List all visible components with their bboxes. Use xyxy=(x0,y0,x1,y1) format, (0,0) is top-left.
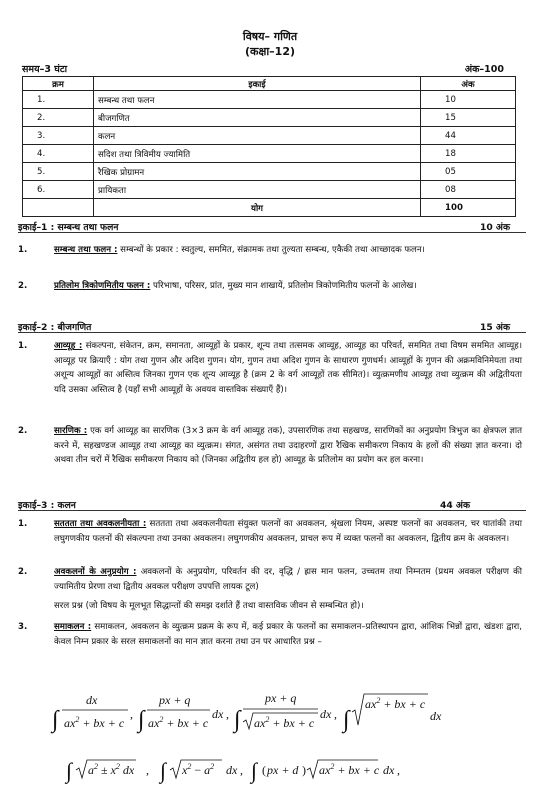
cell-marks: 08 xyxy=(421,181,516,199)
table-row xyxy=(23,109,516,127)
col-header-serial: क्रम xyxy=(23,77,94,91)
item-label: सम्बन्ध तथा फलन : xyxy=(54,245,118,255)
cell-unit: प्रायिकता xyxy=(94,181,421,199)
svg-text:px + q: px + q xyxy=(265,691,297,705)
unit1-title: इकाई–1 : सम्बन्ध तथा फलन xyxy=(18,222,119,233)
item-label: समाकलन : xyxy=(54,622,92,632)
table-row xyxy=(23,91,516,109)
cell-unit: कलन xyxy=(94,127,421,145)
item-number: 2. xyxy=(18,426,28,436)
svg-text:,: , xyxy=(130,707,133,721)
svg-text:): ) xyxy=(302,763,306,777)
svg-text:px + d: px + d xyxy=(267,763,299,777)
unit1-divider xyxy=(18,232,526,233)
item-label: सततता तथा अवकलनीयता : xyxy=(54,519,147,529)
table-row xyxy=(23,145,516,163)
svg-text:,: , xyxy=(334,707,337,721)
item-number: 2. xyxy=(18,281,28,291)
cell-marks: 05 xyxy=(421,163,516,181)
cell-serial: 5. xyxy=(23,163,94,181)
unit3-item-2 xyxy=(18,565,522,594)
svg-text:,: , xyxy=(240,763,243,777)
table-header-row xyxy=(23,77,516,91)
formula-7 xyxy=(249,758,400,784)
total-marks-label: अंक–100 xyxy=(464,64,504,75)
item-text: अवकलनों के अनुप्रयोग, परिवर्तन की दर, वृद्धि / ह्रास मान फलन, उच्चतम तथा निम्नतम (प्रथम अवकल परीक्षण की ज्यामितीय प्रेरणा तथा द्वितीय अवकल परीक्षण उपपत्ति लायक टूल) xyxy=(54,567,522,592)
formula-6 xyxy=(158,758,243,784)
svg-text:∫: ∫ xyxy=(251,758,258,783)
cell-marks: 15 xyxy=(421,109,516,127)
item-number: 3. xyxy=(18,622,28,632)
svg-text:∫: ∫ xyxy=(234,707,241,733)
svg-text:dx: dx xyxy=(212,707,224,721)
unit3-title: इकाई–3 : कलन xyxy=(18,500,76,511)
item-text: परिभाषा, परिसर, प्रांत, मुख्य मान शाखायें, प्रतिलोम त्रिकोणमितीय फलनों के आलेख। xyxy=(150,281,417,291)
unit2-item-2 xyxy=(18,424,522,468)
item-number: 2. xyxy=(18,567,28,577)
unit2-item-1 xyxy=(18,339,522,397)
svg-text:dx: dx xyxy=(430,709,442,723)
unit2-marks: 15 अंक xyxy=(479,322,510,333)
item-label: अवकलनों के अनुप्रयोग : xyxy=(54,567,137,577)
unit1-item-1 xyxy=(18,243,522,258)
svg-text:∫: ∫ xyxy=(138,707,145,733)
table-total-row xyxy=(23,199,516,217)
item-label: प्रतिलोम त्रिकोणमितीय फलन : xyxy=(54,281,151,291)
unit3-item-1 xyxy=(18,517,522,546)
unit3-divider xyxy=(18,510,526,511)
item-text: संकल्पना, संकेतन, क्रम, समानता, आव्यूहों के प्रकार, शून्य तथा तत्समक आव्यूह, आव्यूह का परिवर्त, सममित तथा विषम सममित आव्यूह। आव्यूह पर क्रियाएँ : योग तथा गुणन और अदिश गुणन। योग, गुणन तथा अदिश गुणन के साधारण गुणधर्म। आव्यूहों के गुणन की अक्रमविनिमेयता तथा अशून्य आव्यूहों का अस्तित्व जिनका गुणन एक शून्य आव्यूह है (क्रम 2 के वर्ग आव्यूहों तक सीमित)। व्युत्क्रमणीय आव्यूह तथा व्युत्क्रम की अद्वितीयता यदि उसका अस्तित्व है (यहाँ सभी आव्यूहों के अवयव वास्तविक संख्याएँ हैं)। xyxy=(54,341,522,395)
cell-serial: 3. xyxy=(23,127,94,145)
subject-title: विषय– गणित xyxy=(242,30,298,43)
formula-3 xyxy=(232,691,337,734)
svg-text:px + q: px + q xyxy=(159,693,191,707)
svg-text:∫: ∫ xyxy=(160,758,167,783)
svg-text:ax2 + bx + c: $ax^2$ + bx + c xyxy=(148,715,209,730)
unit2-divider xyxy=(18,332,526,333)
item-text: एक वर्ग आव्यूह का सारणिक (3×3 क्रम के वर्ग आव्यूह तक), उपसारणिक तथा सहखण्ड, सारणिकों का अनुप्रयोग त्रिभुज का क्षेत्रफल ज्ञात करने में, सहखण्डज आव्यूह तथा आव्यूह का व्युत्क्रम। संगत, असंगत तथा उदाहरणों द्वारा रैखिक समीकरण निकाय के हलों की संख्या ज्ञात करना। दो अथवा तीन चरों में रैखिक समीकरण निकाय को (जिनका अद्वितीय हल हो) आव्यूह के प्रतिलोम का प्रयोग कर हल करना। xyxy=(54,426,522,466)
svg-text:ax2 + bx + c: $ax^2$ + bx + c xyxy=(365,696,426,711)
cell-serial: 6. xyxy=(23,181,94,199)
col-header-marks: अंक xyxy=(421,77,516,91)
time-label: समय–3 घंटा xyxy=(22,64,68,75)
table-row xyxy=(23,181,516,199)
item-text: सरल प्रश्न (जो विषय के मूलभूत सिद्धान्तों की समझ दर्शाते हैं तथा वास्तविक जीवन से सम्बन्धित हो)। xyxy=(54,601,364,611)
svg-text:dx: dx xyxy=(320,707,332,721)
item-label: सारणिक : xyxy=(54,426,88,436)
formula-4 xyxy=(341,694,442,734)
unit3-marks: 44 अंक xyxy=(439,500,470,511)
cell-unit: बीजगणित xyxy=(94,109,421,127)
svg-text:,: , xyxy=(397,763,400,777)
item-text: समाकलन, अवकलन के व्युत्क्रम प्रक्रम के रूप में, कई प्रकार के फलनों का समाकलन–प्रतिस्थापन द्वारा, आंशिक भिन्नों द्वारा, खंडशः द्वारा, केवल निम्न प्रकार के सरल समाकलनों का मान ज्ञात करना तथा उन पर आधारित प्रश्न – xyxy=(54,622,522,647)
cell-serial: 2. xyxy=(23,109,94,127)
item-number: 1. xyxy=(18,245,28,255)
formula-2 xyxy=(136,693,229,734)
svg-text:∫: ∫ xyxy=(52,707,59,733)
cell-serial: 4. xyxy=(23,145,94,163)
item-text: सततता तथा अवकलनीयता संयुक्त फलनों का अवकलन, श्रृंखला नियम, अस्पष्ट फलनों का अवकलन, चर घातांकी तथा लघुगणकीय फलनों की संकल्पना तथा उनका अवकलन। लघुगणकीय अवकलन, प्राचल रूप में व्यक्त फलनों का अवकलन, द्वितीय क्रम के अवकलन। xyxy=(54,519,522,544)
item-number: 1. xyxy=(18,519,28,529)
unit1-item-2 xyxy=(18,279,522,294)
svg-text:ax2 + bx + c: $ax^2$ + bx + c xyxy=(254,715,315,730)
svg-text:∫: ∫ xyxy=(66,758,73,783)
cell-unit: रैखिक प्रोग्रामन xyxy=(94,163,421,181)
svg-text:a2 ± x2 dx: $a^2 \pm x^2$ dx xyxy=(88,762,135,777)
svg-text:,: , xyxy=(146,763,149,777)
item-number: 1. xyxy=(18,341,28,351)
formula-5 xyxy=(64,758,149,784)
item-text: सम्बन्धों के प्रकार : स्वतुल्य, सममित, संक्रामक तथा तुल्यता सम्बन्ध, एकैकी तथा आच्छादक फलन। xyxy=(117,245,425,255)
svg-text:,: , xyxy=(226,707,229,721)
table-row xyxy=(23,127,516,145)
unit3-item-2-note xyxy=(18,599,522,614)
item-label: आव्यूह : xyxy=(54,341,83,351)
marks-distribution-table xyxy=(22,76,516,217)
class-title: (कक्षा–12) xyxy=(244,45,296,58)
svg-text:x2 − a2: $x^2 - a^2$ xyxy=(182,762,215,777)
svg-text:dx: dx xyxy=(226,763,238,777)
unit2-title: इकाई–2 : बीजगणित xyxy=(18,322,92,333)
total-label: योग xyxy=(94,199,421,217)
cell-serial: 1. xyxy=(23,91,94,109)
unit3-item-3 xyxy=(18,620,522,649)
svg-text:(: ( xyxy=(262,763,266,777)
formula-1 xyxy=(50,693,133,734)
cell-unit: सम्बन्ध तथा फलन xyxy=(94,91,421,109)
svg-text:dx: dx xyxy=(86,693,98,707)
integral-formulas xyxy=(0,680,540,790)
col-header-unit: इकाई xyxy=(94,77,421,91)
cell-marks: 18 xyxy=(421,145,516,163)
cell-marks: 10 xyxy=(421,91,516,109)
svg-text:∫: ∫ xyxy=(343,707,350,733)
svg-text:dx: dx xyxy=(383,763,395,777)
unit1-marks: 10 अंक xyxy=(479,222,510,233)
total-value: 100 xyxy=(421,199,516,217)
table-row xyxy=(23,163,516,181)
cell-marks: 44 xyxy=(421,127,516,145)
svg-text:ax2 + bx + c: $ax^2$ + bx + c xyxy=(319,762,380,777)
svg-text:ax2 + bx + c: $ax^2$ + bx + c xyxy=(64,715,125,730)
cell-unit: सदिश तथा त्रिविमीय ज्यामिति xyxy=(94,145,421,163)
